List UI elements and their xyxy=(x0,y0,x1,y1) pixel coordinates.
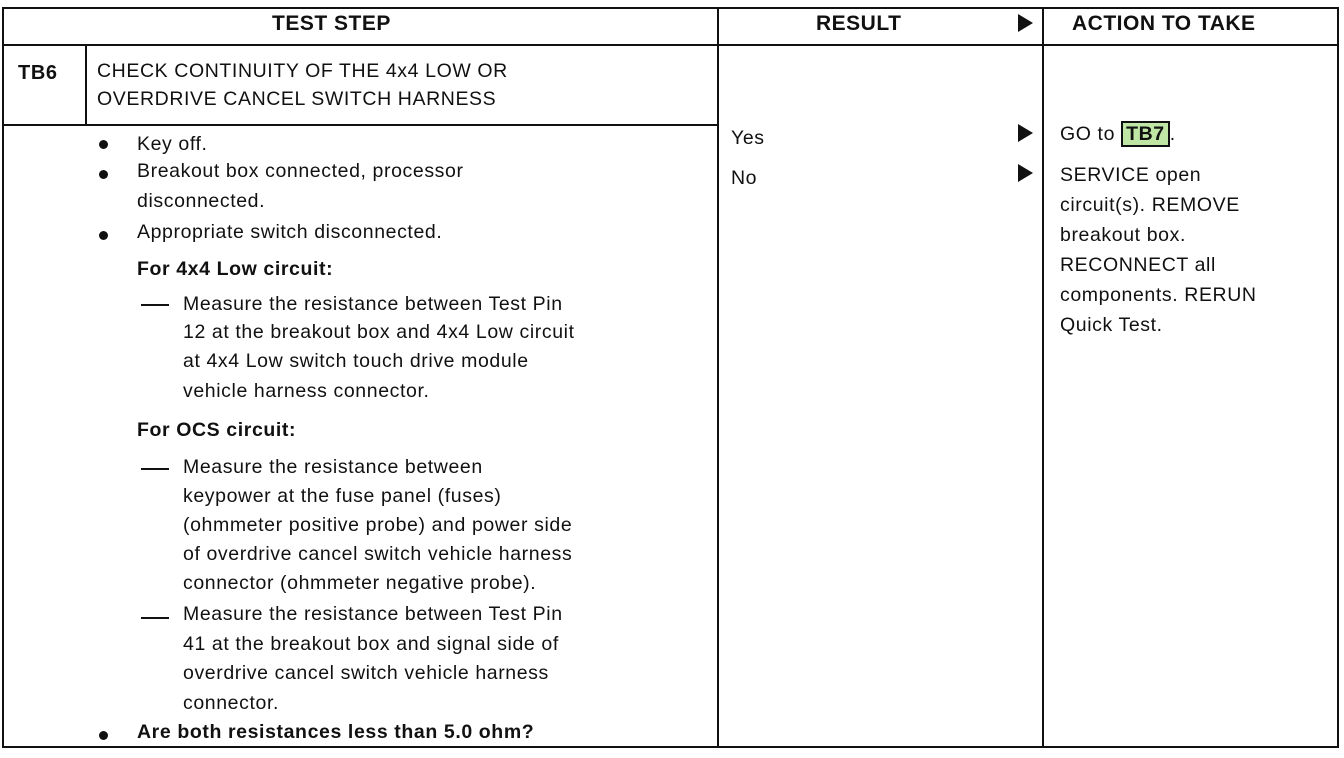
bullet-icon xyxy=(99,140,108,149)
sub2-dash2-line1: Measure the resistance between Test Pin xyxy=(183,603,563,625)
instruction-breakout-line2: disconnected. xyxy=(137,190,266,212)
no-arrow-icon xyxy=(1018,164,1033,182)
dash-icon xyxy=(141,468,169,470)
dash-icon xyxy=(141,617,169,619)
sub2-dash2-line2: 41 at the breakout box and signal side of xyxy=(183,633,559,655)
sub2-dash1-line3: (ohmmeter positive probe) and power side xyxy=(183,514,573,536)
yes-arrow-icon xyxy=(1018,124,1033,142)
step-title-divider xyxy=(2,124,718,126)
sub1-dash1-line4: vehicle harness connector. xyxy=(183,380,430,402)
table-top-border xyxy=(2,7,1339,9)
action-yes xyxy=(1060,119,1176,149)
action-no-line2: circuit(s). REMOVE xyxy=(1060,194,1240,216)
instruction-switch-disconnected: Appropriate switch disconnected. xyxy=(137,221,443,243)
header-arrow-icon xyxy=(1018,14,1033,32)
sub2-dash2-line3: overdrive cancel switch vehicle harness xyxy=(183,662,549,684)
dash-icon xyxy=(141,304,169,306)
sub1-dash1-line3: at 4x4 Low switch touch drive module xyxy=(183,350,529,372)
action-no-line3: breakout box. xyxy=(1060,224,1186,246)
result-yes: Yes xyxy=(731,127,765,149)
table-right-border xyxy=(1337,7,1339,748)
table-left-border xyxy=(2,7,4,748)
instruction-breakout-line1: Breakout box connected, processor xyxy=(137,160,464,182)
step-title-line2: OVERDRIVE CANCEL SWITCH HARNESS xyxy=(97,88,497,110)
action-left-divider xyxy=(1042,7,1044,748)
bullet-icon xyxy=(99,170,108,179)
instruction-key-off: Key off. xyxy=(137,133,208,155)
action-yes-prefix: GO to xyxy=(1060,123,1116,145)
bullet-icon xyxy=(99,731,108,740)
sub1-dash1-line2: 12 at the breakout box and 4x4 Low circuit xyxy=(183,321,575,343)
step-title-line1: CHECK CONTINUITY OF THE 4x4 LOW OR xyxy=(97,60,508,82)
action-no-line6: Quick Test. xyxy=(1060,314,1163,336)
tb7-reference-link[interactable]: TB7 xyxy=(1121,121,1170,147)
sub2-dash1-line1: Measure the resistance between xyxy=(183,456,483,478)
header-result: RESULT xyxy=(816,12,902,35)
step-id-divider xyxy=(85,44,87,126)
bullet-icon xyxy=(99,231,108,240)
sub2-dash1-line4: of overdrive cancel switch vehicle harness xyxy=(183,543,573,565)
header-bottom-border xyxy=(2,44,1339,46)
sub2-dash2-line4: connector. xyxy=(183,692,279,714)
header-test-step: TEST STEP xyxy=(272,12,391,35)
heading-4x4-low: For 4x4 Low circuit: xyxy=(137,258,334,280)
heading-ocs: For OCS circuit: xyxy=(137,419,297,441)
sub2-dash1-line5: connector (ohmmeter negative probe). xyxy=(183,572,537,594)
action-yes-suffix: . xyxy=(1169,123,1176,145)
header-action: ACTION TO TAKE xyxy=(1072,12,1256,35)
question-text: Are both resistances less than 5.0 ohm? xyxy=(137,721,535,743)
action-no-line4: RECONNECT all xyxy=(1060,254,1216,276)
action-no-line5: components. RERUN xyxy=(1060,284,1257,306)
action-no-line1: SERVICE open xyxy=(1060,164,1202,186)
result-left-divider xyxy=(717,7,719,748)
sub1-dash1-line1: Measure the resistance between Test Pin xyxy=(183,293,563,315)
step-id: TB6 xyxy=(18,62,58,84)
sub2-dash1-line2: keypower at the fuse panel (fuses) xyxy=(183,485,502,507)
result-no: No xyxy=(731,167,758,189)
